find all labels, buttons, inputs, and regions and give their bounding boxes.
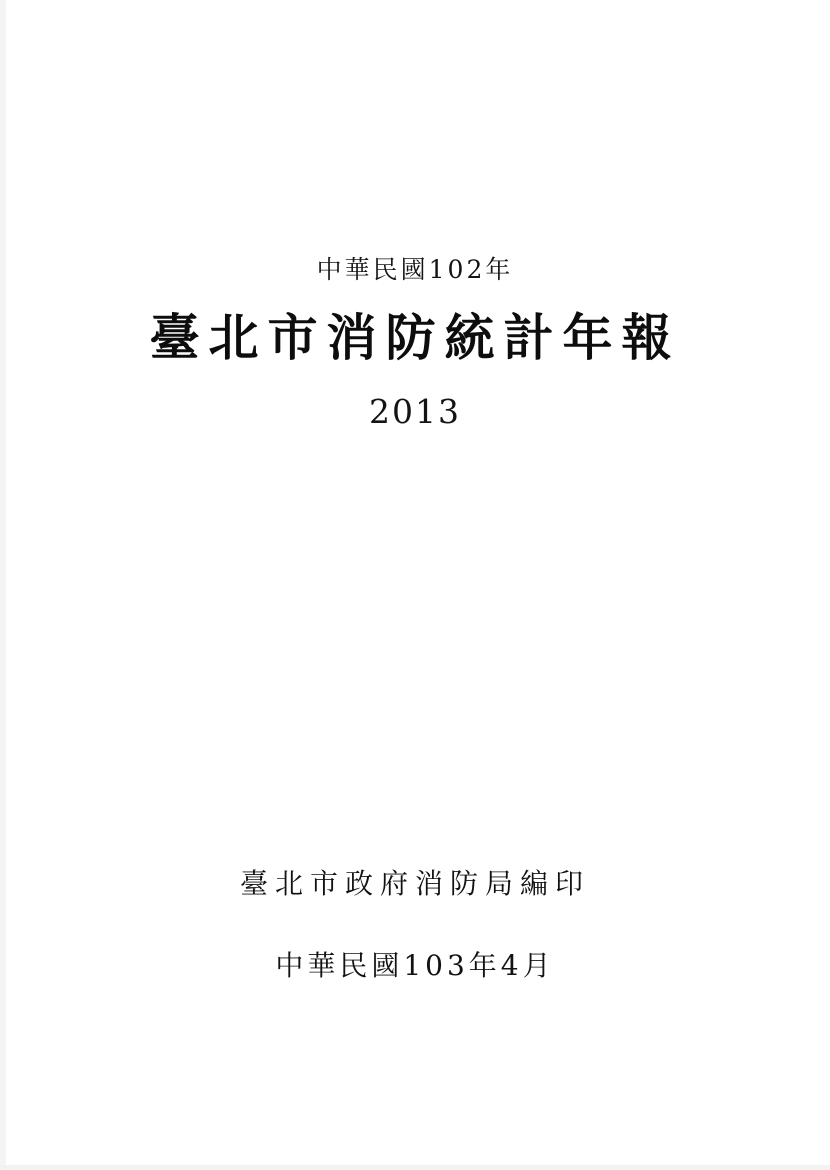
- cover-title-block: [0, 255, 830, 431]
- cover-footer-block: [0, 862, 830, 984]
- era-year-line: 中華民國102年: [316, 255, 514, 284]
- publisher-line: 臺北市政府消防局編印: [239, 867, 590, 900]
- publication-date-line: 中華民國103年4月: [275, 949, 555, 982]
- scan-edge-left: [0, 0, 6, 1170]
- page-title: 臺北市消防統計年報: [149, 308, 681, 367]
- scan-edge-bottom: [0, 1165, 830, 1170]
- gregorian-year-line: 2013: [369, 391, 461, 431]
